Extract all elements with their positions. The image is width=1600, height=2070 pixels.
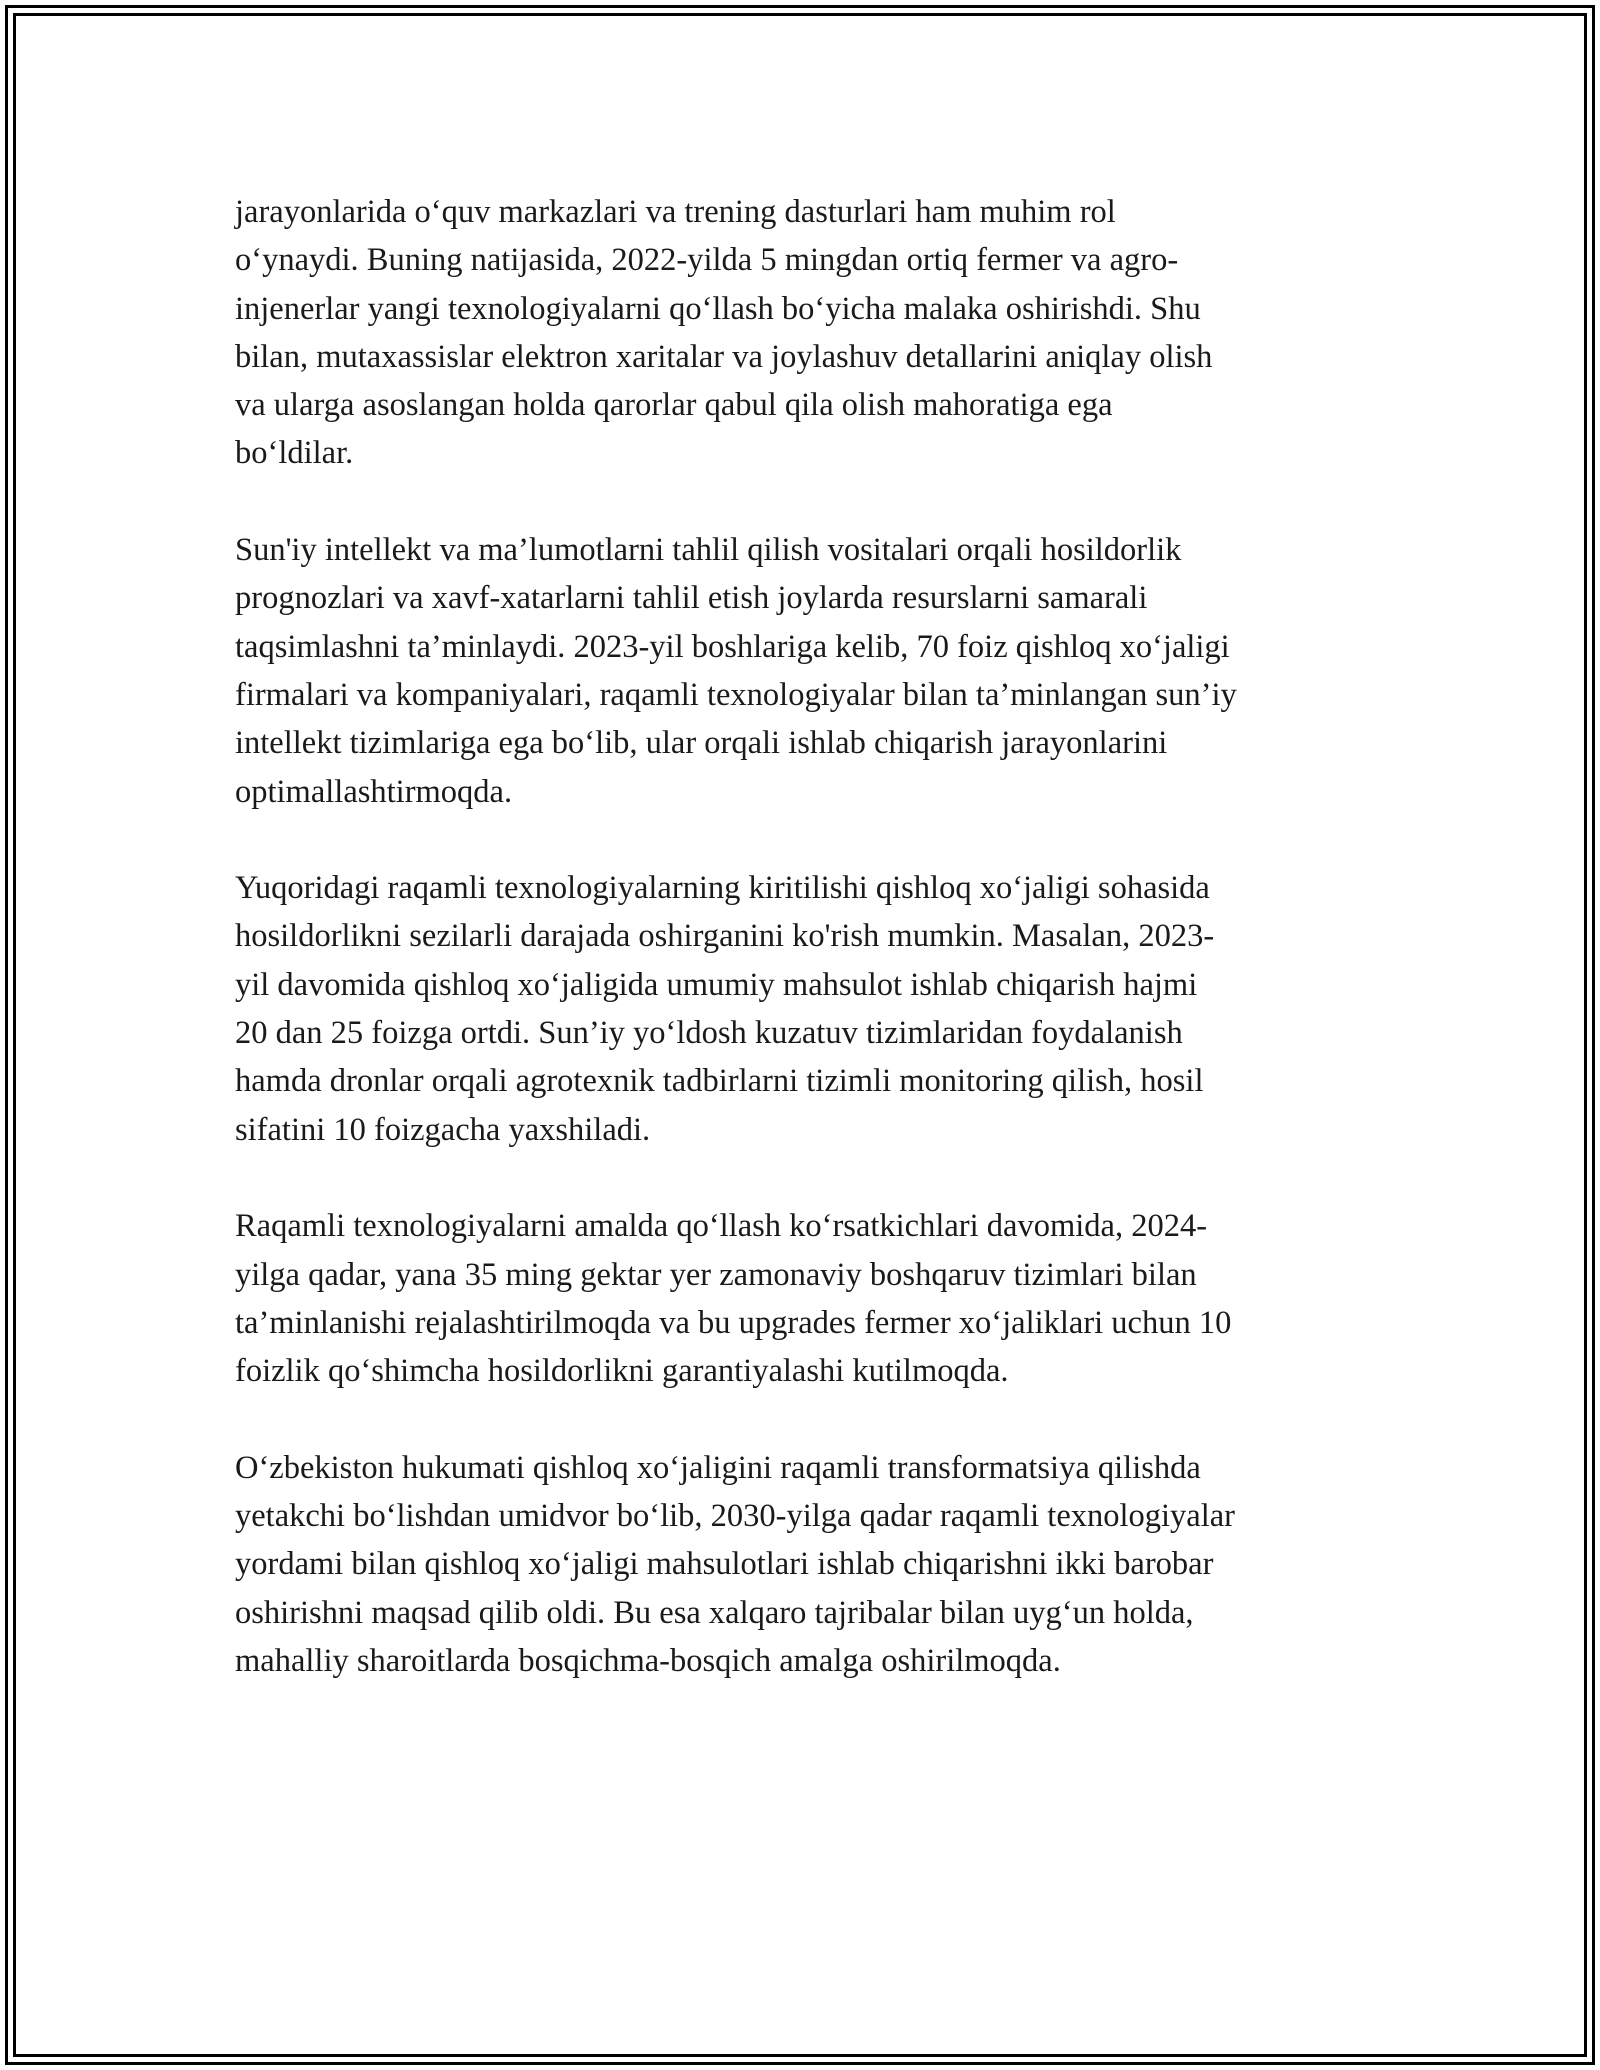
text-line: yordami bilan qishloq xo‘jaligi mahsulotlari ishlab chiqarishni ikki barobar xyxy=(235,1546,1214,1583)
paragraph-4 xyxy=(235,1202,1375,1395)
text-line: hosildorlikni sezilarli darajada oshirganini ko'rish mumkin. Masalan, 2023- xyxy=(235,918,1215,955)
paragraph-1 xyxy=(235,188,1375,478)
text-line: va ularga asoslangan holda qarorlar qabul qila olish mahoratiga ega xyxy=(235,387,1113,424)
text-line: Raqamli texnologiyalarni amalda qo‘llash ko‘rsatkichlari davomida, 2024- xyxy=(235,1208,1208,1245)
text-line: Sun'iy intellekt va ma’lumotlarni tahlil qilish vositalari orqali hosildorlik xyxy=(235,532,1182,569)
text-line: yil davomida qishloq xo‘jaligida umumiy mahsulot ishlab chiqarish hajmi xyxy=(235,966,1198,1003)
text-line: Yuqoridagi raqamli texnologiyalarning kiritilishi qishloq xo‘jaligi sohasida xyxy=(235,870,1210,907)
text-line: taqsimlashni ta’minlaydi. 2023-yil boshlariga kelib, 70 foiz qishloq xo‘jaligi xyxy=(235,628,1230,665)
text-line: prognozlari va xavf-xatarlarni tahlil etish joylarda resurslarni samarali xyxy=(235,580,1148,617)
text-line: mahalliy sharoitlarda bosqichma-bosqich amalga oshirilmoqda. xyxy=(235,1642,1061,1679)
text-line: oshirishni maqsad qilib oldi. Bu esa xalqaro tajribalar bilan uyg‘un holda, xyxy=(235,1594,1194,1631)
text-line: firmalari va kompaniyalari, raqamli texnologiyalar bilan ta’minlangan sun’iy xyxy=(235,676,1237,713)
document-body xyxy=(235,188,1375,1734)
text-line: jarayonlarida o‘quv markazlari va trening dasturlari ham muhim rol xyxy=(235,194,1116,230)
text-line: O‘zbekiston hukumati qishloq xo‘jaligini raqamli transformatsiya qilishda xyxy=(235,1449,1201,1486)
text-line: optimallashtirmoqda. xyxy=(235,773,513,810)
text-line: bilan, mutaxassislar elektron xaritalar va joylashuv detallarini aniqlay olish xyxy=(235,338,1213,375)
paragraph-3 xyxy=(235,864,1375,1154)
text-line: 20 dan 25 foizga ortdi. Sun’iy yo‘ldosh kuzatuv tizimlaridan foydalanish xyxy=(235,1015,1183,1052)
paragraph-5 xyxy=(235,1444,1375,1685)
text-line: foizlik qo‘shimcha hosildorlikni garantiyalashi kutilmoqda. xyxy=(235,1353,1009,1390)
text-line: hamda dronlar orqali agrotexnik tadbirlarni tizimli monitoring qilish, hosil xyxy=(235,1063,1204,1100)
text-line: injenerlar yangi texnologiyalarni qo‘llash bo‘yicha malaka oshirishdi. Shu xyxy=(235,290,1201,327)
text-line: intellekt tizimlariga ega bo‘lib, ular orqali ishlab chiqarish jarayonlarini xyxy=(235,725,1168,762)
text-line: bo‘ldilar. xyxy=(235,435,354,472)
text-line: yilga qadar, yana 35 ming gektar yer zamonaviy boshqaruv tizimlari bilan xyxy=(235,1256,1197,1293)
text-line: ta’minlanishi rejalashtirilmoqda va bu upgrades fermer xo‘jaliklari uchun 10 xyxy=(235,1304,1232,1341)
text-line: sifatini 10 foizgacha yaxshiladi. xyxy=(235,1111,651,1148)
text-line: o‘ynaydi. Buning natijasida, 2022-yilda 5 mingdan ortiq fermer va agro- xyxy=(235,242,1179,279)
paragraph-2 xyxy=(235,526,1375,816)
text-line: yetakchi bo‘lishdan umidvor bo‘lib, 2030-yilga qadar raqamli texnologiyalar xyxy=(235,1498,1236,1535)
